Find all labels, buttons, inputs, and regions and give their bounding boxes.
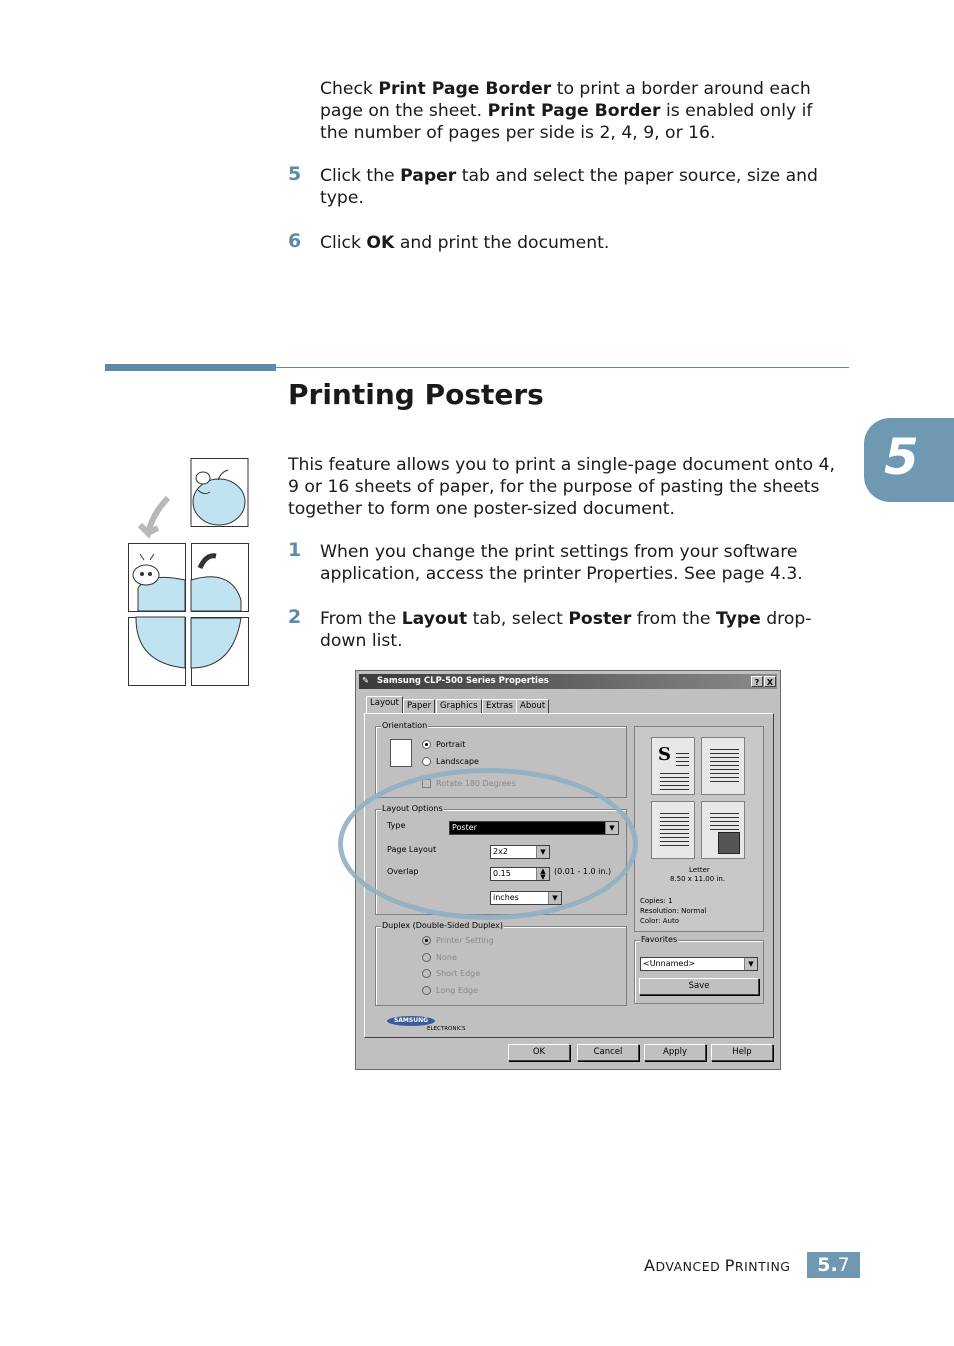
- bold-term: Print Page Border: [378, 79, 552, 99]
- tab-paper[interactable]: Paper: [403, 699, 435, 713]
- bold-term: Paper: [400, 166, 457, 186]
- tab-about[interactable]: About: [516, 699, 549, 713]
- step-1-text: When you change the print settings from your software application, access the printer Properties. See page 4.3.: [320, 542, 803, 584]
- text: from the: [631, 609, 716, 629]
- help-button[interactable]: Help: [711, 1044, 773, 1061]
- color-info: Color: Auto: [640, 917, 679, 925]
- overlap-label: Overlap: [387, 867, 419, 876]
- group-legend: Orientation: [382, 721, 428, 730]
- group-legend: Favorites: [641, 935, 678, 944]
- text-lines: [710, 746, 739, 784]
- chevron-down-icon: ▼: [744, 958, 757, 970]
- long-edge-radio[interactable]: [422, 986, 431, 995]
- four-sheet-poster-icon: [129, 544, 249, 686]
- print-page-border-paragraph: [320, 78, 845, 144]
- group-legend: Duplex (Double-Sided Duplex): [382, 921, 504, 930]
- landscape-radio[interactable]: [422, 757, 431, 766]
- bold-term: OK: [366, 233, 395, 253]
- preview-sheet: [651, 737, 695, 795]
- text: drop-down list.: [320, 609, 812, 651]
- text-lines: [660, 810, 689, 848]
- brand-subtitle: ELECTRONICS: [427, 1026, 466, 1032]
- text: tab and select the paper source, size and type.: [320, 166, 818, 208]
- chapter-number: 5: [884, 428, 919, 486]
- resolution-info: Resolution: Normal: [640, 907, 707, 915]
- radio-label: Portrait: [436, 740, 466, 749]
- bold-term: Type: [715, 609, 761, 629]
- portrait-radio[interactable]: [422, 740, 431, 749]
- text: Check: [320, 79, 379, 99]
- image-block: [718, 832, 740, 854]
- samsung-logo: SAMSUNG: [387, 1016, 435, 1026]
- text: From the: [320, 609, 402, 629]
- spinbox-value: 0.15: [493, 869, 511, 878]
- radio-label: Short Edge: [436, 969, 481, 978]
- preview-sheet: [701, 737, 745, 795]
- help-title-button[interactable]: ?: [751, 676, 763, 687]
- type-label: Type: [387, 821, 406, 830]
- close-button[interactable]: X: [764, 676, 776, 687]
- text: P: [724, 1256, 735, 1275]
- dropdown-value: <Unnamed>: [643, 959, 696, 968]
- step-number: 1: [288, 539, 302, 561]
- text: to print a border around each page on the sheet.: [320, 79, 811, 121]
- radio-label: None: [436, 953, 457, 962]
- text-lines: [660, 770, 689, 792]
- section-heading: Printing Posters: [288, 378, 544, 411]
- bold-term: Poster: [568, 609, 632, 629]
- page-num: 7: [837, 1254, 850, 1276]
- radio-label: Printer Setting: [436, 936, 494, 945]
- text: Click the: [320, 166, 401, 186]
- layout-preview: [634, 726, 764, 932]
- tab-graphics[interactable]: Graphics: [436, 699, 482, 713]
- page-orientation-icon: [390, 739, 412, 767]
- favorites-dropdown[interactable]: [640, 957, 758, 971]
- bold-term: Print Page Border: [487, 101, 661, 121]
- section-rule-accent: [105, 364, 276, 371]
- ok-button[interactable]: OK: [508, 1044, 570, 1061]
- step-number: 5: [288, 163, 302, 185]
- tab-extras[interactable]: Extras: [482, 699, 517, 713]
- printer-icon: ✎: [362, 676, 370, 686]
- text: A: [644, 1256, 656, 1275]
- chapter-tab: [864, 418, 954, 502]
- dropdown-value: 2x2: [493, 847, 508, 856]
- preview-s-glyph: S: [658, 744, 671, 765]
- duplex-group: [375, 921, 627, 1006]
- preview-sheet: [651, 801, 695, 859]
- preview-sheet: [701, 801, 745, 859]
- radio-label: Long Edge: [436, 986, 479, 995]
- dropdown-value: inches: [493, 893, 519, 902]
- group-legend: Layout Options: [382, 804, 443, 813]
- chevron-down-icon: ▼: [548, 892, 561, 904]
- single-page-icon: [191, 459, 248, 527]
- dialog-titlebar: [359, 674, 777, 689]
- tab-layout[interactable]: Layout: [366, 696, 403, 713]
- poster-illustration: [128, 458, 250, 688]
- paper-size: 8.50 x 11.00 in.: [670, 875, 726, 883]
- text-lines: [710, 810, 739, 830]
- page-number: [807, 1252, 860, 1278]
- text: and print the document.: [394, 233, 610, 253]
- text-lines: [676, 750, 689, 768]
- copies-info: Copies: 1: [640, 897, 673, 905]
- step-number: 2: [288, 606, 302, 628]
- arrow-icon: [140, 498, 168, 533]
- text: RINTING: [734, 1259, 791, 1274]
- radio-label: Landscape: [436, 757, 479, 766]
- text: Click: [320, 233, 367, 253]
- bold-term: Layout: [401, 609, 468, 629]
- step-6-text: [320, 232, 845, 254]
- paper-name: Letter: [689, 866, 710, 874]
- highlight-ellipse: [338, 768, 638, 920]
- step-number: 6: [288, 230, 302, 252]
- printer-setting-radio[interactable]: [422, 936, 431, 945]
- chevron-down-icon: ▼: [605, 822, 618, 834]
- text: DVANCED: [655, 1259, 725, 1274]
- chevron-down-icon: ▼: [536, 846, 549, 858]
- step-5-text: [320, 165, 845, 209]
- section-intro: This feature allows you to print a single-page document onto 4, 9 or 16 sheets of paper, for the purpose of pasting the sheets together to form one poster-sized document.: [288, 455, 835, 519]
- checkbox-label: Rotate 180 Degrees: [436, 779, 516, 788]
- overlap-range: (0.01 - 1.0 in.): [554, 867, 612, 876]
- step-2-text: [320, 608, 845, 652]
- short-edge-radio[interactable]: [422, 969, 431, 978]
- dropdown-value: Poster: [452, 823, 477, 832]
- footer-chapter-title: [644, 1256, 791, 1275]
- text: is enabled only if the number of pages per side is 2, 4, 9, or 16.: [320, 101, 813, 143]
- dialog-title: Samsung CLP-500 Series Properties: [377, 676, 549, 686]
- chapter-prefix: 5.: [817, 1254, 838, 1276]
- apply-button[interactable]: Apply: [644, 1044, 706, 1061]
- cancel-button[interactable]: Cancel: [577, 1044, 639, 1061]
- favorites-group: [634, 935, 764, 1004]
- save-button[interactable]: Save: [639, 978, 759, 995]
- spinner-arrows-icon[interactable]: ▲ ▼: [536, 868, 549, 880]
- none-radio[interactable]: [422, 953, 431, 962]
- page-layout-label: Page Layout: [387, 845, 437, 854]
- section-rule: [276, 367, 849, 368]
- text: tab, select: [467, 609, 569, 629]
